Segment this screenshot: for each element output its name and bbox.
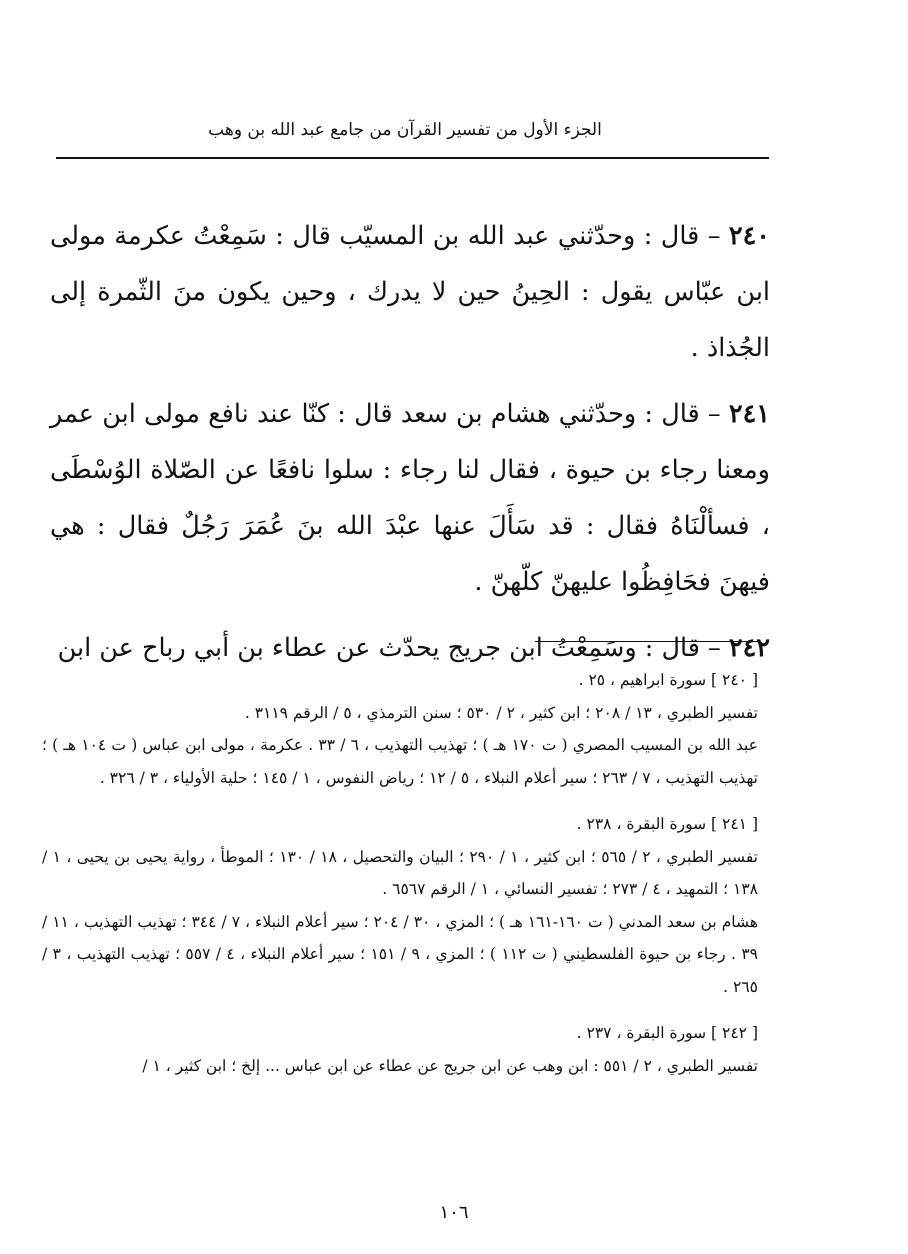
paragraph-241 [50,386,770,610]
footnote-240 [42,664,758,794]
footnote-242 [42,1017,758,1082]
footnote-241 [42,808,758,1003]
footnotes [42,664,758,1096]
main-text [50,208,770,686]
paragraph-number: ٢٤٢ [728,633,770,663]
page-number: ١٠٦ [439,1202,469,1223]
footnote-line: تفسير الطبري ، ٢ / ٥٥١ : ابن وهب عن ابن جريج عن عطاء عن ابن عباس ... إلخ ؛ ابن كثير ، ١ / [142,1056,758,1075]
footnote-line: تفسير الطبري ، ٢ / ٥٦٥ ؛ ابن كثير ، ١ / ٢٩٠ ؛ البيان والتحصيل ، ١٨ / ١٣٠ ؛ الموطأ ، رواية يحيى بن يحيى ، ١ / ١٣٨ ؛ التمهيد ، ٤ / ٢٧٣ ؛ تفسير النسائي ، ١ / الرقم ٦٥٦٧ . [42,847,758,898]
footnote-reference: [ ٢٤١ ] سورة البقرة ، ٢٣٨ . [576,815,758,833]
paragraph-number: ٢٤٠ [728,221,770,251]
footnote-line: تفسير الطبري ، ١٣ / ٢٠٨ ؛ ابن كثير ، ٢ / ٥٣٠ ؛ سنن الترمذي ، ٥ / الرقم ٣١١٩ . [244,703,758,722]
paragraph-number: ٢٤١ [728,399,770,429]
footnote-reference: [ ٢٤٢ ] سورة البقرة ، ٢٣٧ . [576,1024,758,1042]
footnote-divider [535,641,760,642]
paragraph-text: – قال : وحدّثني عبد الله بن المسيّب قال : سَمِعْتُ عكرمة مولى ابن عبّاس يقول : الحِينُ حين لا يدرك ، وحين يكون منَ الثّمرة إلى الجُذاذ . [50,221,770,363]
paragraph-text: – قال : وحدّثني هشام بن سعد قال : كنّا عند نافع مولى ابن عمر ومعنا رجاء بن حيوة ، فقال لنا رجاء : سلوا نافعًا عن الصّلاة الوُسْطَى ، فسألْنَاهُ فقال : قد سَأَلَ عنها عبْدَ الله بنَ عُمَرَ رَجُلٌ فقال : هي فيهنَ فحَافِظُوا عليهنّ كلّهنّ . [50,399,770,597]
running-header: الجزء الأول من تفسير القرآن من جامع عبد الله بن وهب [208,120,602,140]
paragraph-text: – قال : وسَمِعْتُ ابن جريج يحدّث عن عطاء بن أبي رباح عن ابن [57,633,721,663]
header-divider [56,157,769,159]
footnote-line: هشام بن سعد المدني ( ت ١٦٠-١٦١ هـ ) ؛ المزي ، ٣٠ / ٢٠٤ ؛ سير أعلام النبلاء ، ٧ / ٣٤٤ ؛ تهذيب التهذيب ، ١١ / ٣٩ . رجاء بن حيوة الفلسطيني ( ت ١١٢ ) ؛ المزي ، ٩ / ١٥١ ؛ سير أعلام النبلاء ، ٤ / ٥٥٧ ؛ تهذيب التهذيب ، ٣ / ٢٦٥ . [42,912,759,996]
paragraph-240 [50,208,770,376]
footnote-reference: [ ٢٤٠ ] سورة ابراهيم ، ٢٥ . [578,671,758,689]
footnote-line: عبد الله بن المسيب المصري ( ت ١٧٠ هـ ) ؛ تهذيب التهذيب ، ٦ / ٣٣ . عكرمة ، مولى ابن عباس ( ت ١٠٤ هـ ) ؛ تهذيب التهذيب ، ٧ / ٢٦٣ ؛ سير أعلام النبلاء ، ٥ / ١٢ ؛ رياض النفوس ، ١ / ١٤٥ ؛ حلية الأولياء ، ٣ / ٣٢٦ . [42,736,758,787]
